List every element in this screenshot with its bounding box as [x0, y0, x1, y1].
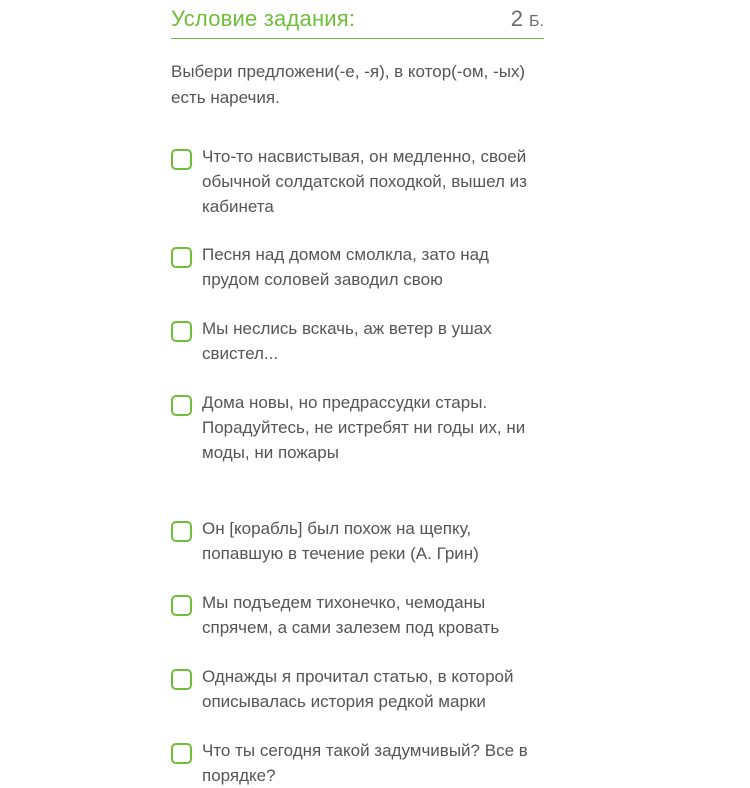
option-6-checkbox[interactable] — [171, 595, 192, 616]
option-1[interactable] — [171, 149, 544, 219]
option-2[interactable] — [171, 247, 544, 292]
option-2-checkbox[interactable] — [171, 247, 192, 268]
option-3[interactable] — [171, 321, 544, 366]
task-header — [171, 0, 544, 39]
points-unit: Б. — [529, 12, 544, 30]
option-8-checkbox[interactable] — [171, 743, 192, 764]
option-5-checkbox[interactable] — [171, 521, 192, 542]
option-7[interactable] — [171, 669, 544, 714]
task-title: Условие задания: — [171, 6, 356, 31]
option-6-text: Мы подъедем тихонечко, чемоданы спрячем, а сами залезем под кровать — [202, 593, 500, 637]
option-4[interactable] — [171, 395, 544, 465]
option-2-text: Песня над домом смолкла, зато над прудом соловей заводил свою — [202, 245, 489, 289]
option-4-text: Дома новы, но предрассудки стары. Порадуйтесь, не истребят ни годы их, ни моды, ни пожары — [202, 393, 526, 462]
option-6[interactable] — [171, 595, 544, 640]
option-7-text: Однажды я прочитал статью, в которой описывалась история редкой марки — [202, 667, 514, 711]
option-5-text: Он [корабль] был похож на щепку, попавшую в течение реки (А. Грин) — [202, 519, 479, 563]
option-7-checkbox[interactable] — [171, 669, 192, 690]
task-instruction: Выбери предложени(-е, -я), в котор(-ом, -ых) есть наречия. — [171, 62, 526, 107]
option-1-checkbox[interactable] — [171, 149, 192, 170]
option-1-text: Что-то насвистывая, он медленно, своей обычной солдатской походкой, вышел из кабинета — [202, 147, 527, 216]
option-3-checkbox[interactable] — [171, 321, 192, 342]
option-4-checkbox[interactable] — [171, 395, 192, 416]
task-points — [510, 5, 544, 31]
option-8-text: Что ты сегодня такой задумчивый? Все в порядке? — [202, 741, 528, 785]
option-5[interactable] — [171, 521, 544, 566]
task-card — [171, 0, 544, 111]
points-value: 2 — [510, 5, 524, 31]
option-3-text: Мы неслись вскачь, аж ветер в ушах свистел... — [202, 319, 492, 363]
